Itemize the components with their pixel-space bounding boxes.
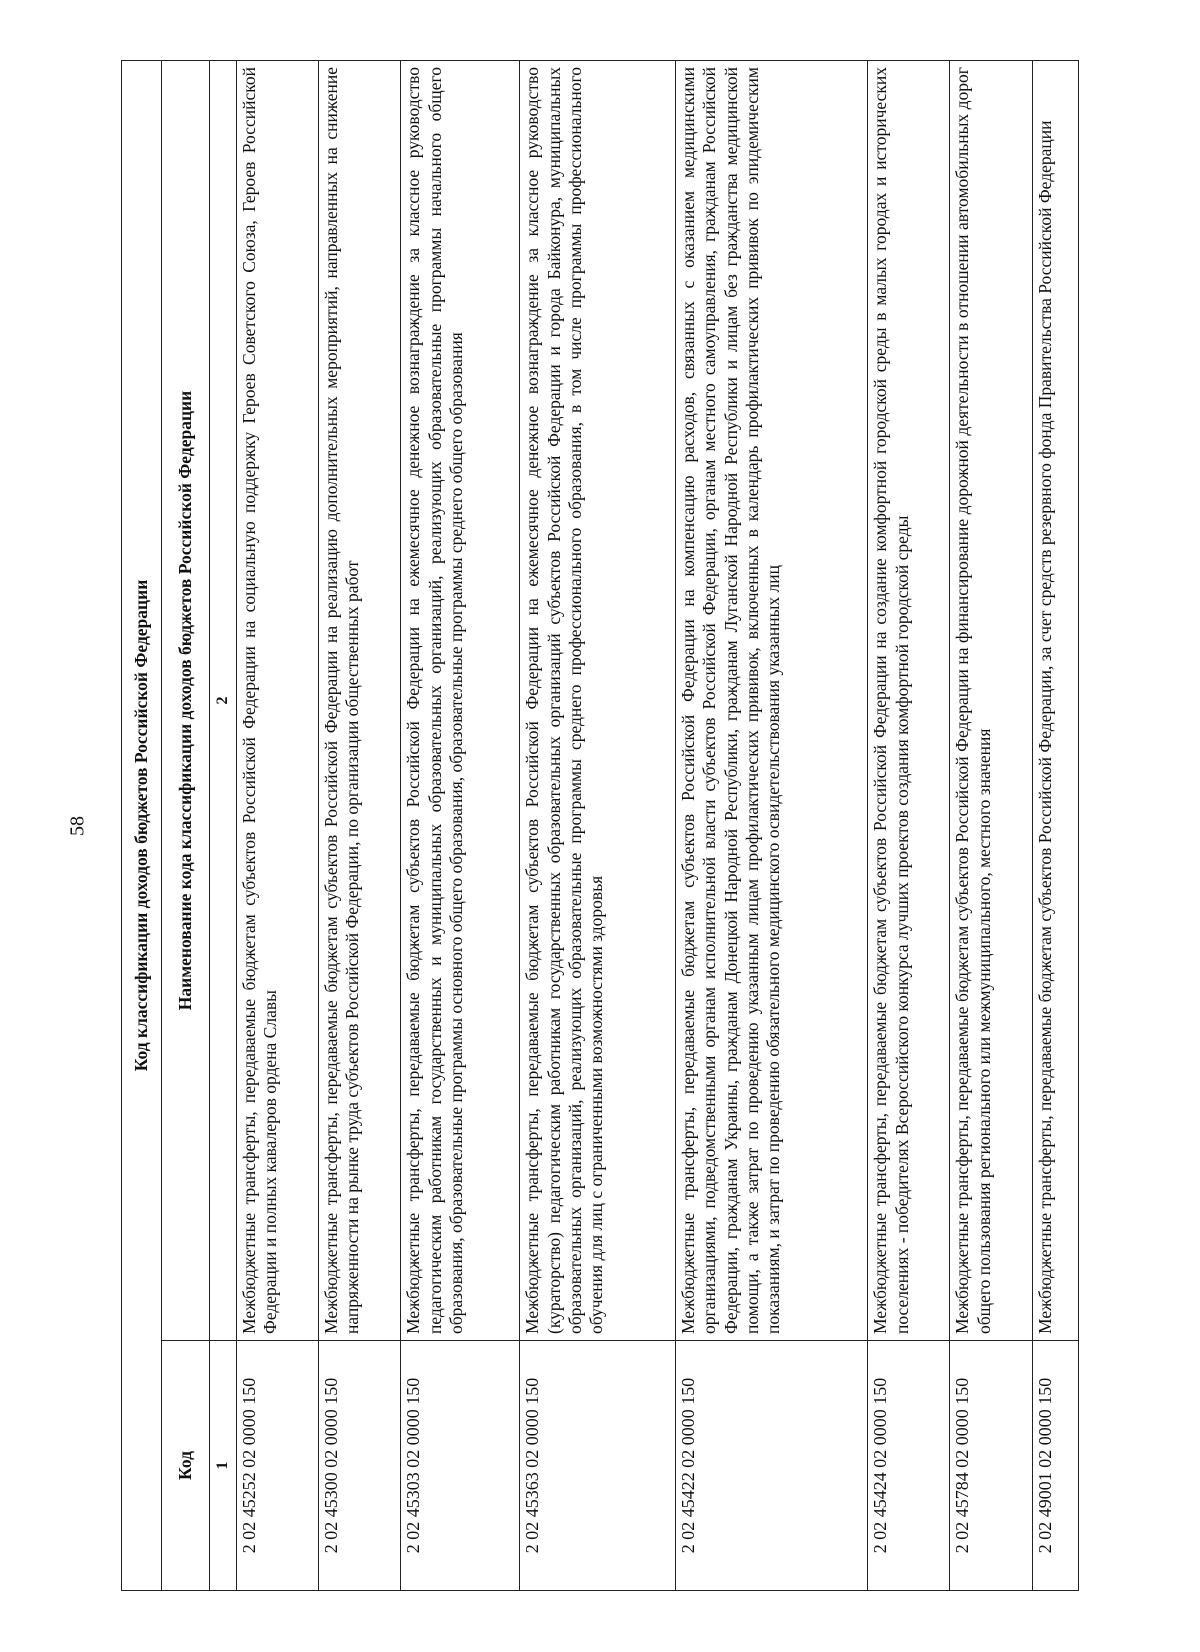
row-code: 2 02 45784 02 0000 150: [950, 1341, 1032, 1591]
table-row: [319, 61, 401, 1591]
column-number-name: 2: [210, 61, 237, 1341]
row-name: Межбюджетные трансферты, передаваемые бюджетам субъектов Российской Федерации на ежемесячное денежное вознаграждение за классное руководство (кураторство) педагогическим работникам государственных образовательных организаций субъектов Российской Федерации и города Байконура, муниципальных образовательных организаций, реализующих образовательные программы среднего профессионального образования, в том числе программы профессионального обучения для лиц с ограниченными возможностями здоровья: [520, 61, 676, 1341]
row-name: Межбюджетные трансферты, передаваемые бюджетам субъектов Российской Федерации на ежемесячное денежное вознаграждение за классное руководство педагогическим работникам государственных и муниципальных образовательных организаций, реализующих образовательные программы начального общего образования, образовательные программы основного общего образования, образовательные программы среднего общего образования: [401, 61, 520, 1341]
row-code: 2 02 45424 02 0000 150: [868, 1341, 950, 1591]
page-number: 58: [66, 816, 89, 836]
table-row: [1032, 61, 1078, 1591]
table-row: [520, 61, 676, 1591]
rotated-page-content: [121, 61, 1079, 1591]
table-row: [401, 61, 520, 1591]
row-name: Межбюджетные трансферты, передаваемые бюджетам субъектов Российской Федерации на социальную поддержку Героев Советского Союза, Героев Российской Федерации и полных кавалеров ордена Славы: [237, 61, 319, 1341]
row-code: 2 02 45422 02 0000 150: [675, 1341, 867, 1591]
row-code: 2 02 45300 02 0000 150: [319, 1341, 401, 1591]
row-code: 2 02 45363 02 0000 150: [520, 1341, 676, 1591]
table-super-header: Код классификации доходов бюджетов Российской Федерации: [122, 61, 162, 1591]
row-name: Межбюджетные трансферты, передаваемые бюджетам субъектов Российской Федерации, за счет средств резервного фонда Правительства Российской Федерации: [1032, 61, 1078, 1341]
income-classification-table: [121, 60, 1079, 1591]
table-row: [237, 61, 319, 1591]
row-code: 2 02 45303 02 0000 150: [401, 1341, 520, 1591]
row-code: 2 02 49001 02 0000 150: [1032, 1341, 1078, 1591]
row-name: Межбюджетные трансферты, передаваемые бюджетам субъектов Российской Федерации на реализацию дополнительных мероприятий, направленных на снижение напряженности на рынке труда субъектов Российской Федерации, по организации общественных работ: [319, 61, 401, 1341]
table-row: [868, 61, 950, 1591]
row-name: Межбюджетные трансферты, передаваемые бюджетам субъектов Российской Федерации на финансирование дорожной деятельности в отношении автомобильных дорог общего пользования регионального или межмуниципального, местного значения: [950, 61, 1032, 1341]
row-name: Межбюджетные трансферты, передаваемые бюджетам субъектов Российской Федерации на компенсацию расходов, связанных с оказанием медицинскими организациями, подведомственными органам исполнительной власти субъектов Российской Федерации, органам местного самоуправления, гражданам Российской Федерации, гражданам Украины, гражданам Донецкой Народной Республики, гражданам Луганской Народной Республики и лицам без гражданства медицинской помощи, а также затрат по проведению указанным лицам профилактических прививок, включенных в календарь профилактических прививок по эпидемическим показаниям, и затрат по проведению обязательного медицинского освидетельствования указанных лиц: [675, 61, 867, 1341]
column-header-code: Код: [162, 1341, 210, 1591]
table-row: [950, 61, 1032, 1591]
table-row: [675, 61, 867, 1591]
row-name: Межбюджетные трансферты, передаваемые бюджетам субъектов Российской Федерации на создание комфортной городской среды в малых городах и исторических поселениях - победителях Всероссийского конкурса лучших проектов создания комфортной городской среды: [868, 61, 950, 1341]
column-header-name: Наименование кода классификации доходов бюджетов Российской Федерации: [162, 61, 210, 1341]
row-code: 2 02 45252 02 0000 150: [237, 1341, 319, 1591]
column-number-code: 1: [210, 1341, 237, 1591]
